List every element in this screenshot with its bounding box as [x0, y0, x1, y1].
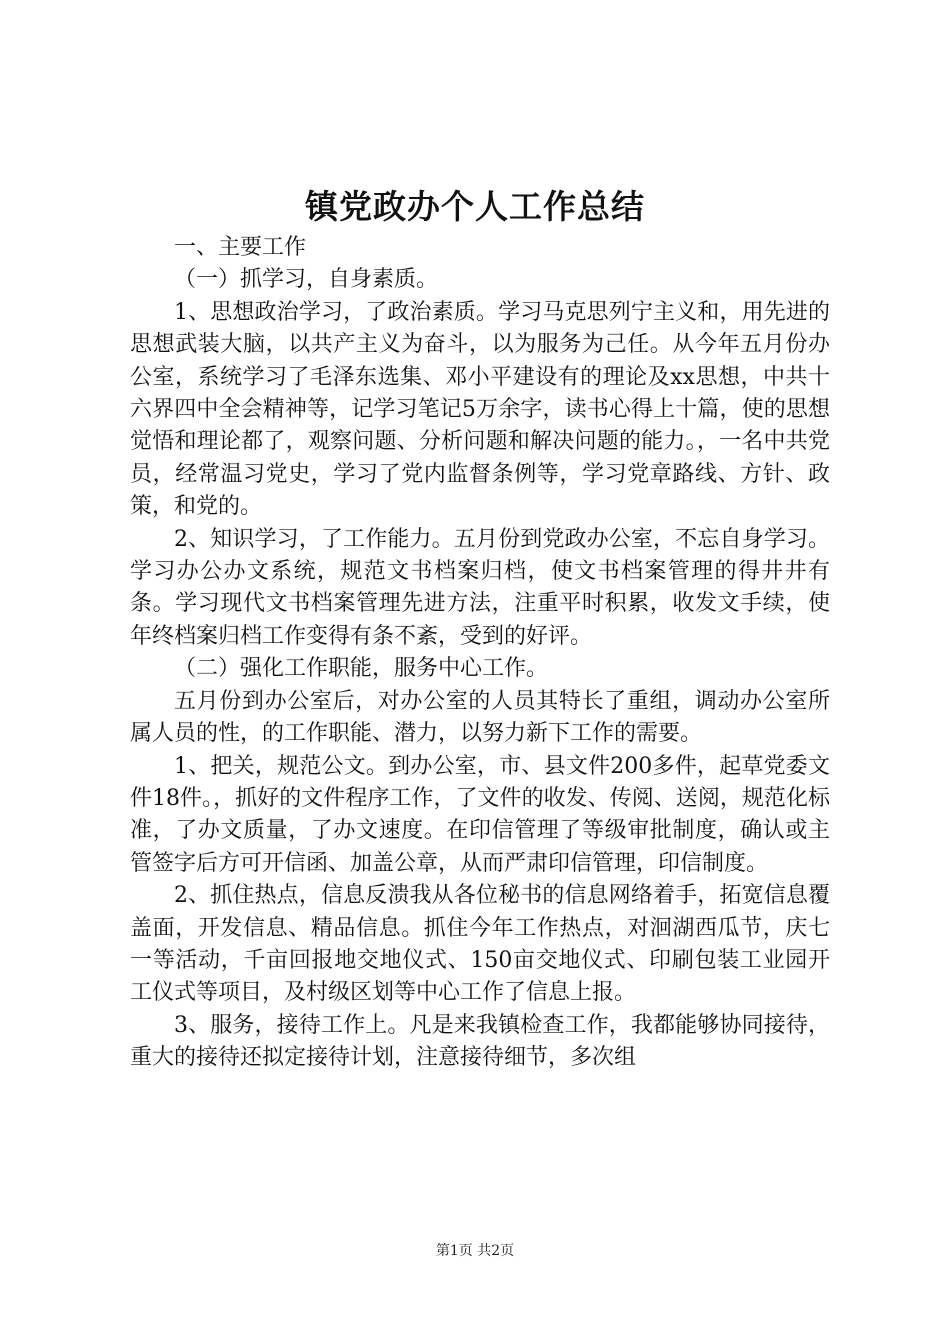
document-title: 镇党政办个人工作总结 [305, 187, 645, 226]
paragraph-reception-service: 3、服务，接待工作上。凡是来我镇检查工作，我都能够协同接待，重大的接待还拟定接待计划，注意接待细节，多次组 [130, 1012, 830, 1071]
paragraph-office-reorganization: 五月份到办公室后，对办公室的人员其特长了重组，调动办公室所属人员的性，的工作职能、潜力，以努力新下工作的需要。 [130, 688, 830, 747]
paragraph-knowledge-study: 2、知识学习，了工作能力。五月份到党政办公室，不忘自身学习。学习办公办文系统，规范文书档案归档，使文书档案管理的得井井有条。学习现代文书档案管理先进方法，注重平时积累，收发文手续，使年终档案归档工作变得有条不紊，受到的好评。 [130, 526, 830, 649]
page-number-footer: 第1页 共2页 [435, 1243, 515, 1259]
subheading-work-function: （二）强化工作职能，服务中心工作。 [174, 656, 549, 682]
document-body [130, 232, 830, 1075]
paragraph-information-reporting: 2、抓住热点，信息反溃我从各位秘书的信息网络着手，拓宽信息覆盖面，开发信息、精品信息。抓住今年工作热点，对洄湖西瓜节，庆七一等活动，千亩回报地交地仪式、150亩交地仪式、印刷包装工业园开工仪式等项目，及村级区划等中心工作了信息上报。 [130, 883, 830, 1006]
heading-main-work: 一、主要工作 [174, 235, 307, 260]
paragraph-political-study: 1、思想政治学习，了政治素质。学习马克思列宁主义和，用先进的思想武装大脑，以共产主义为奋斗，以为服务为己任。从今年五月份办公室，系统学习了毛泽东选集、邓小平建设有的理论及xx思想，中共十六界四中全会精神等，记学习笔记5万余字，读书心得上十篇，使的思想觉悟和理论都了，观察问题、分析问题和解决问题的能力。，一名中共党员，经常温习党史，学习了党内监督条例等，学习党章路线、方针、政策，和党的。 [130, 299, 830, 520]
subheading-study: （一）抓学习，自身素质。 [174, 267, 439, 293]
paragraph-document-standards: 1、把关，规范公文。到办公室，市、县文件200多件，起草党委文件18件。，抓好的文件程序工作，了文件的收发、传阅、送阅，规范化标准，了办文质量，了办文速度。在印信管理了等级审批制度，确认或主管签字后方可开信函、加盖公章，从而严肃印信管理，印信制度。 [130, 753, 830, 876]
